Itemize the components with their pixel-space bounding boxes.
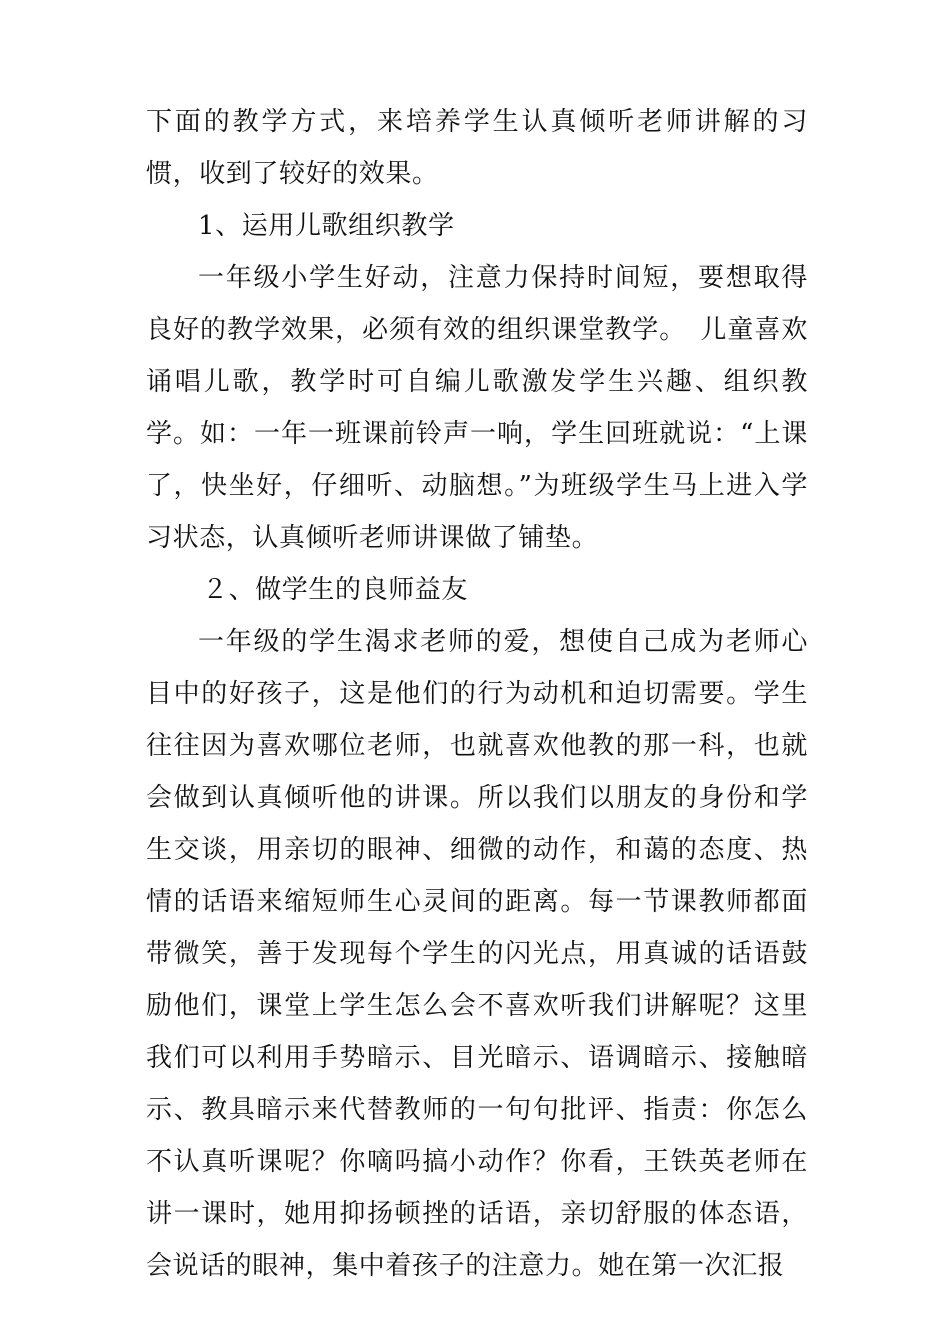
paragraph-continuation: 下面的教学方式，来培养学生认真倾听老师讲解的习惯，收到了较好的效果。 <box>146 107 808 189</box>
document-body <box>146 96 808 1292</box>
section-heading-2: ２、做学生的良师益友 <box>202 575 469 605</box>
paragraph-nursery-rhymes: 一年级小学生好动，注意力保持时间短，要想取得良好的教学效果，必须有效的组织课堂教学。 儿童喜欢诵唱儿歌，教学时可自编儿歌激发学生兴趣、组织教学。如：一年一班课前铃声一响，学生回班就说：“上课了，快坐好，仔细听、动脑想。”为班级学生马上进入学习状态，认真倾听老师讲课做了铺垫。 <box>146 263 808 553</box>
section-heading-1: 1、运用儿歌组织教学 <box>198 211 455 241</box>
paragraph-teacher-friend: 一年级的学生渴求老师的爱，想使自己成为老师心目中的好孩子，这是他们的行为动机和迫切需要。学生往往因为喜欢哪位老师，也就喜欢他教的那一科，也就会做到认真倾听他的讲课。所以我们以朋友的身份和学生交谈，用亲切的眼神、细微的动作，和蔼的态度、热情的话语来缩短师生心灵间的距离。每一节课教师都面带微笑，善于发现每个学生的闪光点，用真诚的话语鼓励他们，课堂上学生怎么会不喜欢听我们讲解呢？这里我们可以利用手势暗示、目光暗示、语调暗示、接触暗示、教具暗示来代替教师的一句句批评、指责：你怎么不认真听课呢？你嘀吗搞小动作？你看，王铁英老师在讲一课时，她用抑扬顿挫的话语，亲切舒服的体态语，会说话的眼神，集中着孩子的注意力。她在第一次汇报 <box>146 627 808 1281</box>
